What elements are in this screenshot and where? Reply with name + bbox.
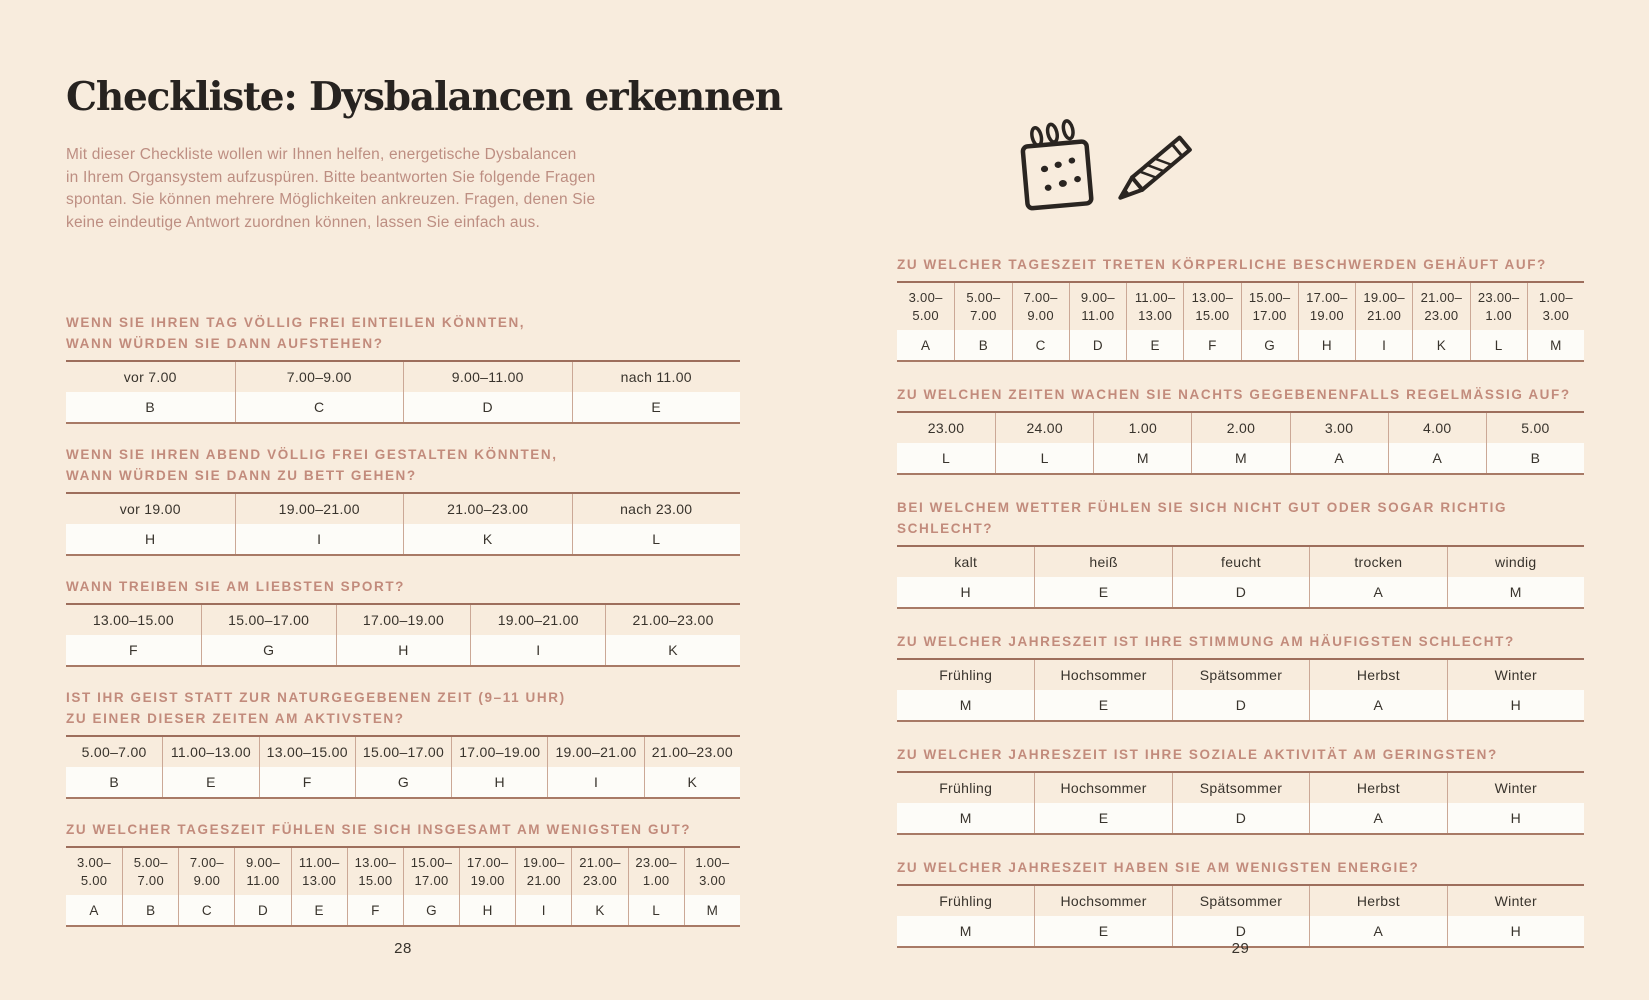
answer-row <box>897 443 1584 473</box>
option-cell: Hochsommer <box>1034 886 1171 916</box>
answer-table <box>897 411 1584 475</box>
answer-cell: G <box>403 895 459 925</box>
intro-line: Mit dieser Checkliste wollen wir Ihnen helfen, energetische Dysbalancen <box>66 146 577 163</box>
option-cell: heiß <box>1034 547 1171 577</box>
answer-cell: I <box>1355 330 1412 360</box>
question-heading-line: WANN WÜRDEN SIE DANN AUFSTEHEN? <box>66 336 384 351</box>
answer-cell: D <box>1172 803 1309 833</box>
answer-cell: F <box>1183 330 1240 360</box>
question-heading <box>66 576 740 597</box>
question-heading-line: WANN WÜRDEN SIE DANN ZU BETT GEHEN? <box>66 468 417 483</box>
question-block <box>66 687 740 799</box>
option-cell: 19.00–21.00 <box>470 605 605 635</box>
answer-cell: H <box>66 524 235 554</box>
option-cell: 17.00–​19.00 <box>1298 283 1355 330</box>
option-cell: 11.00–​13.00 <box>291 848 347 895</box>
answer-cell: H <box>1447 916 1584 946</box>
page-number-right: 29 <box>1231 940 1250 957</box>
answer-cell: A <box>1309 803 1446 833</box>
answer-table <box>897 884 1584 948</box>
option-cell: 15.00–​17.00 <box>403 848 459 895</box>
answer-cell: C <box>1012 330 1069 360</box>
option-cell: 5.00–7.00 <box>81 744 147 760</box>
question-heading-line: ZU WELCHER TAGESZEIT FÜHLEN SIE SICH INSGESAMT AM WENIGSTEN GUT? <box>66 822 692 837</box>
answer-cell: C <box>178 895 234 925</box>
answer-table <box>897 281 1584 362</box>
answer-cell: H <box>459 895 515 925</box>
option-row <box>897 886 1584 916</box>
answer-cell: B <box>66 392 235 422</box>
question-heading-line: WANN TREIBEN SIE AM LIEBSTEN SPORT? <box>66 579 406 594</box>
option-cell: vor 7.00 <box>123 369 177 385</box>
calendar-pencil-doodle <box>999 102 1209 228</box>
answer-row <box>66 392 740 422</box>
answer-table <box>66 735 740 799</box>
question-heading-line: IST IHR GEIST STATT ZUR NATURGEGEBENEN ZEIT (9–11 UHR) <box>66 690 566 705</box>
option-cell: 23.00–​1.00 <box>1470 283 1527 330</box>
option-cell: Frühling <box>939 893 993 909</box>
option-cell: 3.00–​5.00 <box>77 854 112 888</box>
option-cell: Frühling <box>939 780 993 796</box>
pencil-icon <box>1115 138 1190 204</box>
answer-table <box>897 771 1584 835</box>
question-block <box>897 254 1584 362</box>
answer-cell: D <box>234 895 290 925</box>
question-heading-line: BEI WELCHEM WETTER FÜHLEN SIE SICH NICHT GUT ODER SOGAR RICHTIG SCHLECHT? <box>897 500 1508 536</box>
option-row <box>66 362 740 392</box>
answer-cell: G <box>201 635 336 665</box>
question-block <box>897 497 1584 609</box>
option-cell: 21.00–​23.00 <box>1412 283 1469 330</box>
option-cell: 15.00–17.00 <box>201 605 336 635</box>
answer-cell: H <box>451 767 547 797</box>
question-heading-line: ZU WELCHER JAHRESZEIT IST IHRE STIMMUNG AM HÄUFIGSTEN SCHLECHT? <box>897 634 1515 649</box>
answer-cell: I <box>470 635 605 665</box>
question-block <box>897 857 1584 948</box>
option-cell: Winter <box>1447 886 1584 916</box>
answer-row <box>897 330 1584 360</box>
answer-cell: B <box>1486 443 1584 473</box>
question-heading <box>66 444 740 486</box>
answer-cell: B <box>66 767 162 797</box>
answer-cell: D <box>1069 330 1126 360</box>
question-heading <box>66 819 740 840</box>
answer-table <box>897 658 1584 722</box>
answer-cell: I <box>235 524 404 554</box>
answer-cell: D <box>1172 577 1309 607</box>
option-cell: kalt <box>954 554 978 570</box>
option-cell: 21.00–​23.00 <box>571 848 627 895</box>
answer-row <box>897 577 1584 607</box>
answer-cell: L <box>572 524 741 554</box>
answer-cell: A <box>66 895 122 925</box>
option-cell: Frühling <box>939 667 993 683</box>
answer-row <box>66 767 740 797</box>
option-cell: Herbst <box>1309 773 1446 803</box>
option-cell: 1.00–​3.00 <box>1527 283 1584 330</box>
option-cell: Herbst <box>1309 660 1446 690</box>
answer-cell: G <box>1241 330 1298 360</box>
answer-cell: L <box>1470 330 1527 360</box>
answer-cell: E <box>1126 330 1183 360</box>
option-cell: 15.00–17.00 <box>355 737 451 767</box>
answer-cell: L <box>995 443 1093 473</box>
question-heading <box>897 497 1584 539</box>
answer-row <box>66 635 740 665</box>
option-cell: 19.00–21.00 <box>235 494 404 524</box>
option-cell: 1.00–​3.00 <box>684 848 740 895</box>
question-heading-line: ZU WELCHER TAGESZEIT TRETEN KÖRPERLICHE BESCHWERDEN GEHÄUFT AUF? <box>897 257 1547 272</box>
answer-cell: A <box>897 330 954 360</box>
option-cell: 13.00–​15.00 <box>1183 283 1240 330</box>
option-cell: 7.00–​9.00 <box>178 848 234 895</box>
question-block <box>66 312 740 424</box>
answer-cell: M <box>897 803 1034 833</box>
answer-cell: K <box>1412 330 1469 360</box>
option-cell: 23.00 <box>927 420 965 436</box>
answer-cell: M <box>1527 330 1584 360</box>
answer-cell: A <box>1388 443 1486 473</box>
answer-cell: F <box>259 767 355 797</box>
option-cell: windig <box>1447 547 1584 577</box>
question-list-right <box>897 254 1584 948</box>
option-cell: 21.00–23.00 <box>605 605 740 635</box>
answer-cell: H <box>1447 690 1584 720</box>
option-cell: 19.00–​21.00 <box>1355 283 1412 330</box>
option-cell: 17.00–19.00 <box>451 737 547 767</box>
option-row <box>897 547 1584 577</box>
option-cell: 19.00–​21.00 <box>515 848 571 895</box>
answer-cell: A <box>1309 916 1446 946</box>
answer-cell: E <box>162 767 258 797</box>
option-cell: 21.00–23.00 <box>644 737 740 767</box>
answer-cell: A <box>1309 690 1446 720</box>
answer-cell: M <box>897 690 1034 720</box>
answer-cell: B <box>954 330 1011 360</box>
question-heading-line: WENN SIE IHREN TAG VÖLLIG FREI EINTEILEN KÖNNTEN, <box>66 315 526 330</box>
question-block <box>897 384 1584 475</box>
answer-cell: H <box>336 635 471 665</box>
answer-cell: L <box>897 443 995 473</box>
answer-cell: K <box>605 635 740 665</box>
question-block <box>66 576 740 667</box>
option-cell: 15.00–​17.00 <box>1241 283 1298 330</box>
option-row <box>897 413 1584 443</box>
answer-table <box>66 492 740 556</box>
question-list-left <box>66 312 740 927</box>
intro-line: keine eindeutige Antwort zuordnen können, lassen Sie einfach aus. <box>66 213 541 231</box>
answer-table <box>897 545 1584 609</box>
option-cell: 19.00–21.00 <box>547 737 643 767</box>
answer-table <box>66 846 740 927</box>
answer-cell: A <box>1290 443 1388 473</box>
option-cell: trocken <box>1309 547 1446 577</box>
option-cell: 13.00–15.00 <box>92 612 174 628</box>
question-heading <box>66 312 740 354</box>
answer-cell: I <box>515 895 571 925</box>
option-cell: 7.00–9.00 <box>235 362 404 392</box>
option-cell: Hochsommer <box>1034 660 1171 690</box>
option-cell: 9.00–​11.00 <box>234 848 290 895</box>
doodle-illustration <box>999 102 1209 228</box>
answer-cell: H <box>897 577 1034 607</box>
question-block <box>66 444 740 556</box>
intro-line: in Ihrem Organsystem aufzuspüren. Bitte beantworten Sie folgende Fragen <box>66 168 596 186</box>
answer-cell: D <box>1172 916 1309 946</box>
option-cell: 11.00–13.00 <box>162 737 258 767</box>
option-cell: 1.00 <box>1093 413 1191 443</box>
option-cell: 24.00 <box>995 413 1093 443</box>
answer-cell: M <box>1093 443 1191 473</box>
option-cell: Hochsommer <box>1034 773 1171 803</box>
question-heading-line: WENN SIE IHREN ABEND VÖLLIG FREI GESTALTEN KÖNNTEN, <box>66 447 558 462</box>
option-cell: 13.00–15.00 <box>259 737 355 767</box>
option-cell: Winter <box>1447 773 1584 803</box>
answer-table <box>66 603 740 667</box>
option-cell: 13.00–​15.00 <box>347 848 403 895</box>
question-heading <box>897 631 1584 652</box>
option-cell: 11.00–​13.00 <box>1126 283 1183 330</box>
answer-row <box>66 524 740 554</box>
option-cell: 3.00 <box>1290 413 1388 443</box>
answer-cell: K <box>571 895 627 925</box>
question-heading-line: ZU WELCHER JAHRESZEIT HABEN SIE AM WENIGSTEN ENERGIE? <box>897 860 1420 875</box>
option-cell: Herbst <box>1309 886 1446 916</box>
answer-row <box>66 895 740 925</box>
page-title: Checkliste: Dysbalancen erkennen <box>66 74 782 120</box>
answer-cell: M <box>1191 443 1289 473</box>
answer-cell: M <box>1447 577 1584 607</box>
question-block <box>897 744 1584 835</box>
option-row <box>897 660 1584 690</box>
calendar-icon <box>1021 119 1092 209</box>
page-number-left: 28 <box>394 940 412 957</box>
question-block <box>66 819 740 927</box>
answer-cell: E <box>1034 803 1171 833</box>
answer-cell: E <box>572 392 741 422</box>
page-left <box>66 0 782 1000</box>
option-row <box>66 494 740 524</box>
question-heading <box>897 857 1584 878</box>
answer-cell: D <box>1172 690 1309 720</box>
answer-cell: E <box>291 895 347 925</box>
answer-cell: H <box>1298 330 1355 360</box>
option-cell: nach 11.00 <box>572 362 741 392</box>
option-cell: Spätsommer <box>1172 773 1309 803</box>
answer-table <box>66 360 740 424</box>
option-row <box>897 283 1584 330</box>
answer-cell: B <box>122 895 178 925</box>
option-row <box>66 848 740 895</box>
option-cell: Winter <box>1447 660 1584 690</box>
answer-cell: K <box>644 767 740 797</box>
answer-row <box>897 690 1584 720</box>
option-row <box>66 605 740 635</box>
option-cell: vor 19.00 <box>119 501 181 517</box>
answer-cell: E <box>1034 690 1171 720</box>
question-heading-line: ZU WELCHEN ZEITEN WACHEN SIE NACHTS GEGEBENENFALLS REGELMÄSSIG AUF? <box>897 387 1571 402</box>
answer-cell: F <box>347 895 403 925</box>
option-cell: 4.00 <box>1388 413 1486 443</box>
answer-cell: G <box>355 767 451 797</box>
answer-cell: E <box>1034 577 1171 607</box>
option-cell: 9.00–​11.00 <box>1069 283 1126 330</box>
option-cell: feucht <box>1172 547 1309 577</box>
option-cell: 9.00–11.00 <box>403 362 572 392</box>
option-row <box>897 773 1584 803</box>
answer-cell: I <box>547 767 643 797</box>
option-cell: 7.00–​9.00 <box>1012 283 1069 330</box>
question-heading <box>897 254 1584 275</box>
option-cell: Spätsommer <box>1172 886 1309 916</box>
answer-cell: L <box>628 895 684 925</box>
option-cell: 23.00–​1.00 <box>628 848 684 895</box>
answer-cell: C <box>235 392 404 422</box>
option-row <box>66 737 740 767</box>
option-cell: 5.00 <box>1486 413 1584 443</box>
answer-cell: M <box>897 916 1034 946</box>
answer-cell: A <box>1309 577 1446 607</box>
answer-cell: D <box>403 392 572 422</box>
option-cell: 5.00–​7.00 <box>954 283 1011 330</box>
answer-cell: E <box>1034 916 1171 946</box>
question-heading-line: ZU WELCHER JAHRESZEIT IST IHRE SOZIALE AKTIVITÄT AM GERINGSTEN? <box>897 747 1498 762</box>
answer-row <box>897 803 1584 833</box>
option-cell: 21.00–23.00 <box>403 494 572 524</box>
answer-cell: H <box>1447 803 1584 833</box>
option-cell: 17.00–​19.00 <box>459 848 515 895</box>
question-heading <box>66 687 740 729</box>
option-cell: Spätsommer <box>1172 660 1309 690</box>
question-heading-line: ZU EINER DIESER ZEITEN AM AKTIVSTEN? <box>66 711 405 726</box>
option-cell: 3.00–​5.00 <box>908 289 943 323</box>
option-cell: 2.00 <box>1191 413 1289 443</box>
answer-cell: F <box>66 635 201 665</box>
answer-cell: M <box>684 895 740 925</box>
question-block <box>897 631 1584 722</box>
option-cell: 5.00–​7.00 <box>122 848 178 895</box>
intro-paragraph <box>66 144 740 234</box>
option-cell: nach 23.00 <box>572 494 741 524</box>
intro-line: spontan. Sie können mehrere Möglichkeiten ankreuzen. Fragen, denen Sie <box>66 191 596 208</box>
answer-cell: K <box>403 524 572 554</box>
page-right <box>897 0 1584 1000</box>
option-cell: 17.00–19.00 <box>336 605 471 635</box>
question-heading <box>897 384 1584 405</box>
question-heading <box>897 744 1584 765</box>
